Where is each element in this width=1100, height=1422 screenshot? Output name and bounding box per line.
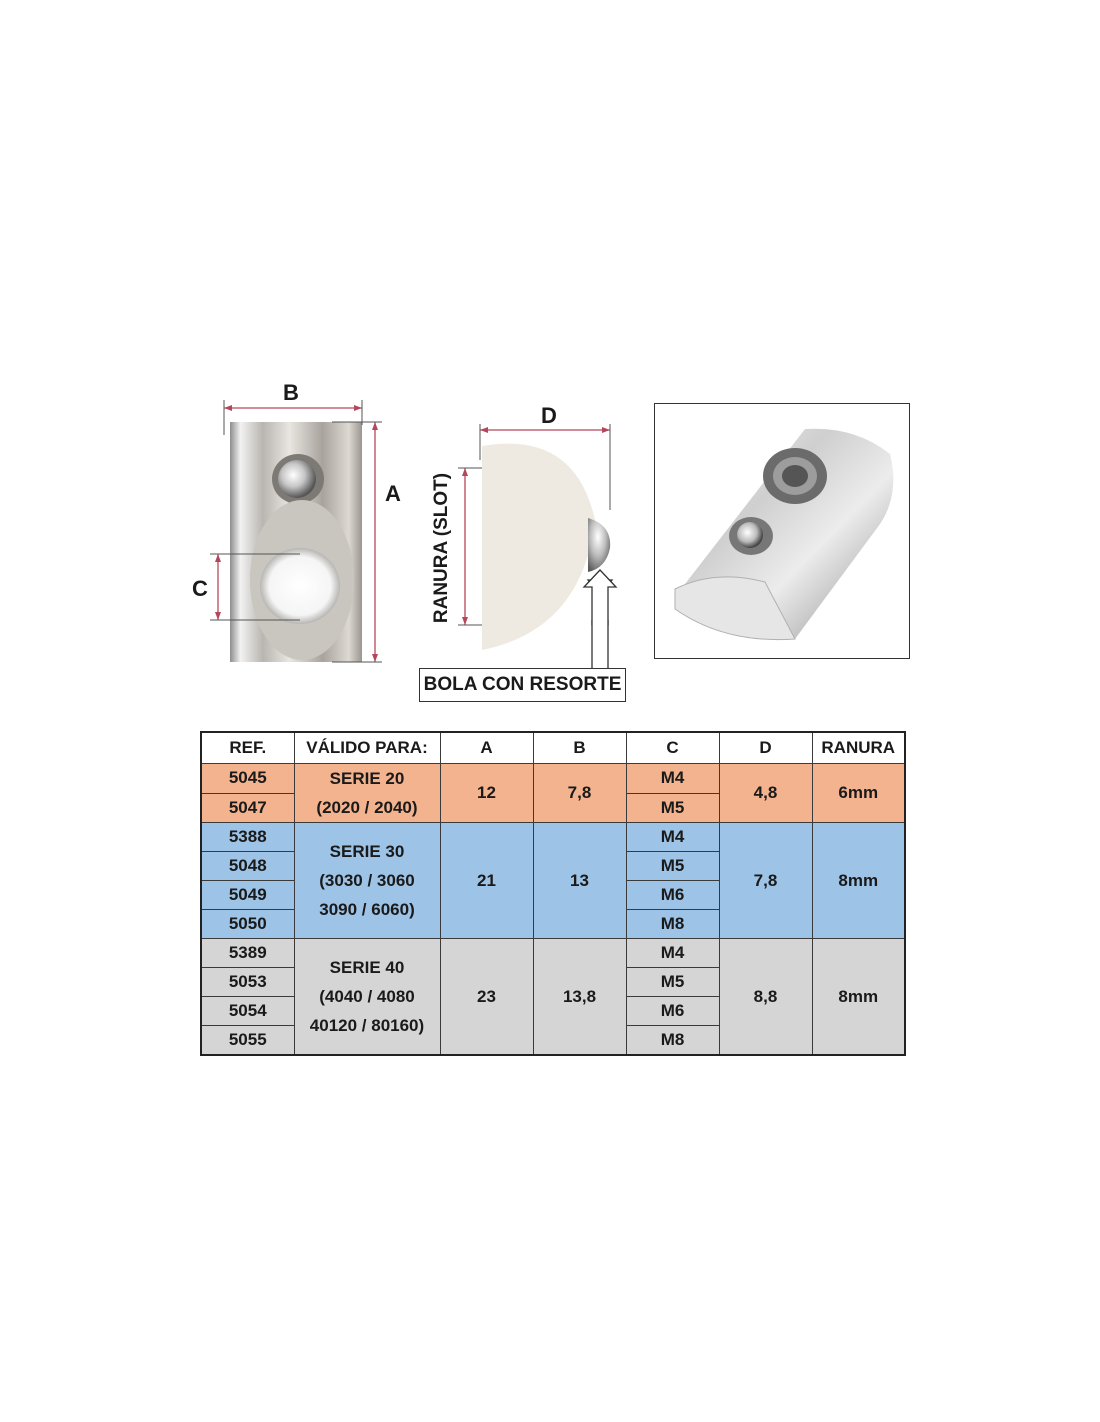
valid-for-cell: [294, 764, 440, 823]
valid-for-line: SERIE 40: [329, 958, 405, 977]
valid-for-line: 40120 / 80160): [309, 1016, 425, 1035]
ref-cell: 5045: [201, 764, 294, 794]
ranura-cell: 6mm: [812, 764, 905, 823]
table-header-row: [201, 732, 905, 764]
c-cell: M5: [626, 852, 719, 881]
t-nut-photo-icon: [655, 404, 910, 659]
valid-for-line: 3090 / 6060): [319, 900, 415, 919]
slot-label: RANURA (SLOT): [431, 472, 452, 624]
valid-for-cell: [294, 939, 440, 1056]
threaded-hole-icon: [260, 548, 340, 624]
ref-cell: 5388: [201, 823, 294, 852]
c-cell: M4: [626, 764, 719, 794]
table-row: [201, 764, 905, 794]
header-b: B: [533, 732, 626, 764]
dimension-c-label: C: [192, 576, 208, 601]
b-cell: 13,8: [533, 939, 626, 1056]
ref-cell: 5053: [201, 968, 294, 997]
ref-cell: 5048: [201, 852, 294, 881]
nut-profile: [482, 444, 595, 650]
c-cell: M6: [626, 997, 719, 1026]
ranura-cell: 8mm: [812, 939, 905, 1056]
c-cell: M5: [626, 793, 719, 823]
d-cell: 4,8: [719, 764, 812, 823]
dimension-d-label: D: [541, 403, 557, 428]
top-view-drawing: [190, 380, 400, 680]
ref-cell: 5050: [201, 910, 294, 939]
c-cell: M5: [626, 968, 719, 997]
product-photo: [654, 403, 910, 659]
c-cell: M4: [626, 939, 719, 968]
b-cell: 13: [533, 823, 626, 939]
dimension-a-label: A: [385, 481, 401, 506]
valid-for-line: (3030 / 3060: [319, 871, 415, 890]
spring-ball-side-icon: [588, 518, 610, 572]
ref-cell: 5389: [201, 939, 294, 968]
a-cell: 12: [440, 764, 533, 823]
valid-for-cell: [294, 823, 440, 939]
valid-for-line: (2020 / 2040): [316, 798, 418, 817]
spec-table: [200, 731, 906, 1056]
spring-ball-label: BOLA CON RESORTE: [419, 668, 626, 702]
ref-cell: 5055: [201, 1026, 294, 1056]
table-row: [201, 939, 905, 968]
ref-cell: 5047: [201, 793, 294, 823]
header-d: D: [719, 732, 812, 764]
b-cell: 7,8: [533, 764, 626, 823]
header-ranura: RANURA: [812, 732, 905, 764]
d-cell: 8,8: [719, 939, 812, 1056]
c-cell: M8: [626, 1026, 719, 1056]
table-row: [201, 823, 905, 852]
valid-for-line: SERIE 20: [329, 769, 405, 788]
ref-cell: 5054: [201, 997, 294, 1026]
header-c: C: [626, 732, 719, 764]
a-cell: 21: [440, 823, 533, 939]
valid-for-line: SERIE 30: [329, 842, 405, 861]
spring-ball-icon: [278, 460, 316, 498]
ref-cell: 5049: [201, 881, 294, 910]
header-a: A: [440, 732, 533, 764]
c-cell: M6: [626, 881, 719, 910]
header-ref: REF.: [201, 732, 294, 764]
c-cell: M8: [626, 910, 719, 939]
c-cell: M4: [626, 823, 719, 852]
header-valid-for: VÁLIDO PARA:: [294, 732, 440, 764]
d-cell: 7,8: [719, 823, 812, 939]
a-cell: 23: [440, 939, 533, 1056]
dimension-b-label: B: [283, 380, 299, 405]
ranura-cell: 8mm: [812, 823, 905, 939]
valid-for-line: (4040 / 4080: [319, 987, 415, 1006]
